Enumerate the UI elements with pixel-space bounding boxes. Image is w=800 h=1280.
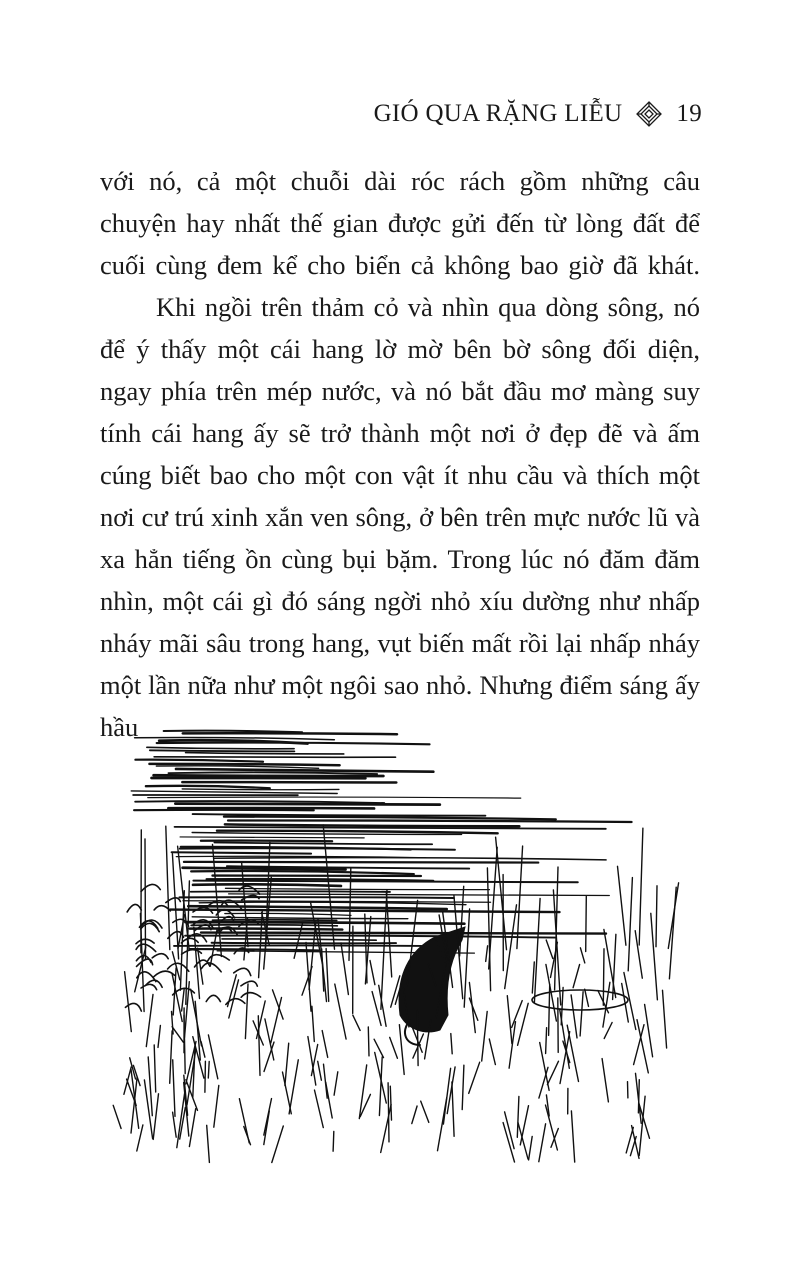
diamond-ornament-icon: [636, 101, 662, 127]
body-text: [100, 160, 700, 748]
paragraph: với nó, cả một chuỗi dài róc rách gồm những câu chuyện hay nhất thế gian được gửi đến từ lòng đất để cuối cùng đem kể cho biển cả không bao giờ đã khát.: [100, 166, 700, 280]
riverbank-animal-ink-drawing-icon: [110, 715, 690, 1185]
book-title: GIÓ QUA RẶNG LIỄU: [373, 100, 623, 127]
paragraph: Khi ngồi trên thảm cỏ và nhìn qua dòng sông, nó để ý thấy một cái hang lờ mờ bên bờ sông đối diện, ngay phía trên mép nước, và nó bắt đầu mơ màng suy tính cái hang ấy sẽ trở thành một nơi ở đẹp đẽ và ấm cúng biết bao cho một con vật ít nhu cầu và thích một nơi cư trú xinh xắn ven sông, ở bên trên mực nước lũ và xa hẳn tiếng ồn cùng bụi bặm. Trong lúc nó đăm đăm nhìn, một cái gì đó sáng ngời nhỏ xíu dường như nhấp nháy mãi sâu trong hang, vụt biến mất rồi lại nhấp nháy một lần nữa như một ngôi sao nhỏ. Nhưng điểm sáng ấy hầu: [100, 292, 700, 742]
page-number: 19: [676, 100, 702, 127]
running-header: [374, 98, 702, 130]
